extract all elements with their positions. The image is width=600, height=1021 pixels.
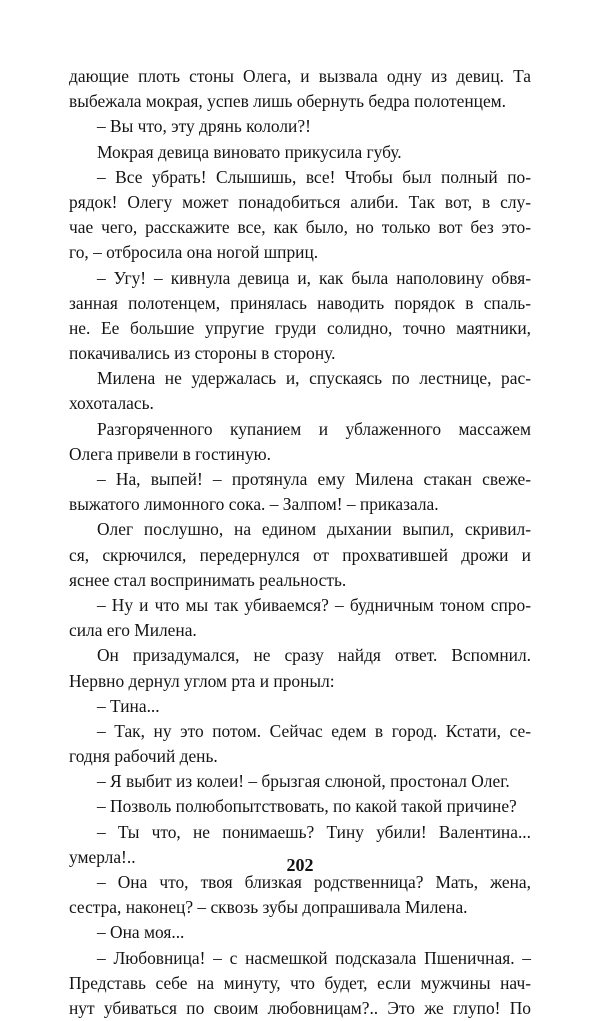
text-line: – Она что, твоя близкая родственница? Мать, жена, (97, 872, 531, 892)
paragraph (69, 920, 531, 945)
paragraph (69, 719, 531, 769)
paragraph (69, 643, 531, 693)
text-line: сестра, наконец? – сквозь зубы допрашивала Милена. (69, 897, 468, 918)
text-line: – Я выбит из колеи! – брызгая слюной, простонал Олег. (97, 771, 510, 792)
paragraph (69, 769, 531, 794)
text-line: дающие плоть стоны Олега, и вызвала одну из девиц. Та (69, 66, 531, 86)
paragraph (69, 946, 531, 1021)
text-line: – Так, ну это потом. Сейчас едем в город. Кстати, се- (97, 720, 531, 741)
paragraph (69, 593, 531, 643)
text-line: чае чего, расскажите все, как было, но только вот без это- (69, 217, 531, 238)
text-line: выбежала мокрая, успев лишь обернуть бедра полотенцем. (69, 91, 507, 112)
text-line: Нервно дернул углом рта и проныл: (69, 670, 335, 691)
text-line: хохоталась. (69, 393, 154, 414)
text-line: занная полотенцем, принялась наводить порядок в спаль- (69, 292, 531, 313)
paragraph (69, 366, 531, 416)
text-line: – Тина... (97, 695, 160, 716)
text-line: Он призадумался, не сразу найдя ответ. Вспомнил. (97, 645, 531, 666)
paragraph (69, 694, 531, 719)
page-number: 202 (286, 855, 314, 875)
text-line: Олег послушно, на едином дыхании выпил, скривил- (97, 519, 531, 540)
text-line: покачивались из стороны в сторону. (69, 343, 336, 364)
paragraph (69, 517, 531, 593)
paragraph (69, 870, 531, 920)
book-page-text (69, 64, 531, 1021)
paragraph (69, 140, 531, 165)
text-line: выжатого лимонного сока. – Залпом! – приказала. (69, 494, 439, 515)
text-line: Олега привели в гостиную. (69, 443, 271, 464)
text-line: – Она моя... (97, 922, 185, 943)
text-line: – На, выпей! – протянула ему Милена стакан свеже- (97, 469, 531, 489)
text-line: Представь себе на минуту, что будет, если мужчины нач- (69, 972, 531, 993)
text-line: Милена не удержалась и, спускаясь по лестнице, рас- (97, 368, 531, 389)
text-line: – Ты что, не понимаешь? Тину убили! Валентина... (97, 821, 531, 842)
paragraph (69, 467, 531, 517)
text-line: го, – отбросила она ногой шприц. (69, 242, 319, 263)
text-line: яснее стал воспринимать реальность. (69, 569, 347, 590)
text-line: – Ну и что мы так убиваемся? – будничным тоном спро- (97, 594, 531, 615)
text-line: умерла!.. (69, 846, 136, 867)
paragraph (69, 64, 531, 114)
text-line: сила его Милена. (69, 620, 197, 641)
paragraph (69, 165, 531, 266)
text-line: – Все убрать! Слышишь, все! Чтобы был полный по- (97, 166, 531, 187)
text-line: – Угу! – кивнула девица и, как была наполовину обвя- (97, 267, 531, 288)
text-line: Мокрая девица виновато прикусила губу. (97, 141, 402, 162)
text-line: – Вы что, эту дрянь кололи?! (97, 116, 311, 137)
text-line: – Позволь полюбопытствовать, по какой такой причине? (97, 796, 517, 817)
text-line: не. Ее большие упругие груди солидно, точно маятники, (69, 317, 531, 338)
paragraph (69, 417, 531, 467)
paragraph (69, 794, 531, 819)
text-line: годня рабочий день. (69, 746, 218, 767)
text-line: рядок! Олегу может понадобиться алиби. Так вот, в слу- (69, 191, 531, 212)
text-line: Разгоряченного купанием и ублаженного массажем (97, 418, 531, 439)
text-line: – Любовница! – с насмешкой подсказала Пшеничная. – (97, 947, 531, 968)
paragraph (69, 266, 531, 367)
text-line: нут убиваться по своим любовницам?.. Это же глупо! По (69, 997, 531, 1018)
paragraph (69, 114, 531, 139)
text-line: ся, скрючился, передернулся от прохватившей дрожи и (69, 544, 531, 565)
